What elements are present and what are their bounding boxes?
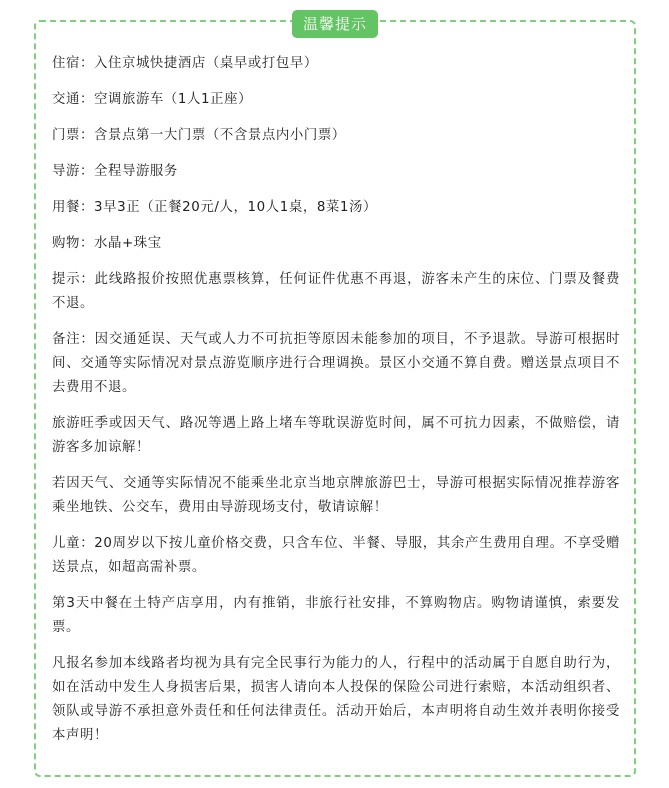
paragraph-guide: 导游：全程导游服务 — [52, 164, 178, 179]
notice-title: 温馨提示 — [292, 10, 378, 38]
paragraph-shopping: 购物：水晶+珠宝 — [52, 236, 162, 251]
paragraph-transport: 交通：空调旅游车（1人1正座） — [52, 92, 253, 107]
paragraph-day3-lunch: 第3天中餐在土特产店享用，内有推销，非旅行社安排，不算购物店。购物请谨慎，索要发票。 — [52, 596, 620, 635]
paragraph-remarks: 备注：因交通延误、天气或人力不可抗拒等原因未能参加的项目，不予退款。导游可根据时间、交通等实际情况对景点游览顺序进行合理调换。景区小交通不算自费。赠送景点项目不去费用不退。 — [52, 332, 620, 395]
notice-box — [34, 15, 636, 777]
paragraph-meals: 用餐：3早3正（正餐20元/人，10人1桌，8菜1汤） — [52, 200, 378, 215]
paragraph-peak-season: 旅游旺季或因天气、路况等遇上路上堵车等耽误游览时间，属不可抗力因素，不做赔偿，请游客多加谅解！ — [52, 416, 620, 455]
notice-content — [52, 52, 620, 748]
paragraph-disclaimer: 凡报名参加本线路者均视为具有完全民事行为能力的人，行程中的活动属于自愿自助行为，如在活动中发生人身损害后果，损害人请向本人投保的保险公司进行索赔，本活动组织者、领队或导游不承担意外责任和任何法律责任。活动开始后，本声明将自动生效并表明你接受本声明！ — [52, 656, 620, 743]
paragraph-bus-alternative: 若因天气、交通等实际情况不能乘坐北京当地京牌旅游巴士，导游可根据实际情况推荐游客乘坐地铁、公交车，费用由导游现场支付，敬请谅解！ — [52, 476, 620, 515]
paragraph-children: 儿童：20周岁以下按儿童价格交费，只含车位、半餐、导服，其余产生费用自理。不享受赠送景点，如超高需补票。 — [52, 536, 620, 575]
paragraph-accommodation: 住宿：入住京城快捷酒店（桌早或打包早） — [52, 56, 318, 71]
paragraph-tickets: 门票：含景点第一大门票（不含景点内小门票） — [52, 128, 346, 143]
paragraph-tips: 提示：此线路报价按照优惠票核算，任何证件优惠不再退，游客未产生的床位、门票及餐费不退。 — [52, 272, 620, 311]
